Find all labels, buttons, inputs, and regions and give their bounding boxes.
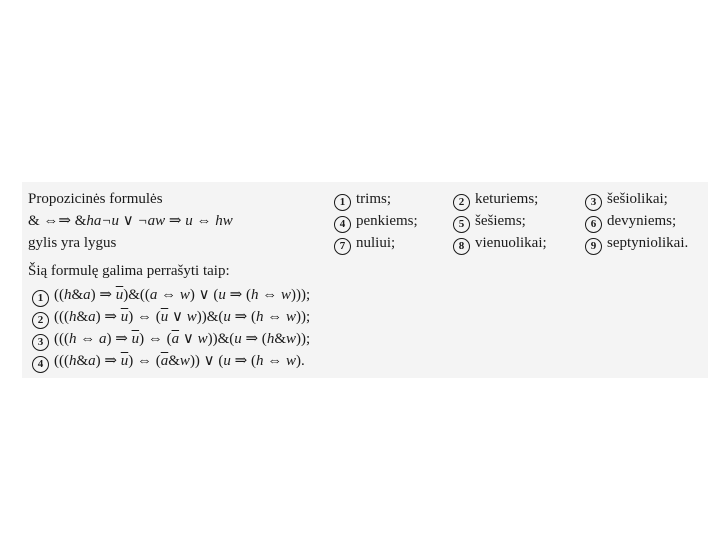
option-8[interactable] <box>453 234 547 255</box>
rewrite-number: 4 <box>32 356 49 373</box>
fp: a <box>99 331 107 347</box>
formula-2 <box>54 309 310 325</box>
main-formula-and: & <box>28 213 40 229</box>
option-number: 4 <box>334 216 351 233</box>
main-formula-term-4: hw <box>215 213 233 229</box>
fp: w <box>197 331 208 347</box>
fp: )); <box>296 309 311 325</box>
fp: w <box>285 309 296 325</box>
fp: ((( <box>54 309 69 325</box>
fp: $\overline{u}$ <box>131 331 140 347</box>
fp: ((( <box>54 331 69 347</box>
fp: h <box>255 309 264 325</box>
fp: ) ⇒ <box>90 287 116 303</box>
fp: ⇒ ( <box>225 287 251 303</box>
option-label: šešiolikai; <box>607 191 668 207</box>
fp: ⇔ <box>76 331 99 347</box>
fp: ) ⇔ ( <box>128 353 161 369</box>
option-9[interactable] <box>585 234 688 255</box>
main-formula <box>28 212 233 230</box>
fp: $\overline{u}$ <box>160 309 169 325</box>
option-3[interactable] <box>585 190 668 211</box>
fp: h <box>64 287 72 303</box>
option-label: šešiems; <box>475 213 526 229</box>
option-number: 2 <box>453 194 470 211</box>
fp: h <box>250 287 259 303</box>
fp: ⇔ <box>263 353 286 369</box>
option-1[interactable] <box>334 190 391 211</box>
fp: $\overline{a}$ <box>171 331 180 347</box>
option-number: 9 <box>585 238 602 255</box>
fp: ))&( <box>207 331 235 347</box>
option-label: septyniolikai. <box>607 235 689 251</box>
option-number: 6 <box>585 216 602 233</box>
fp: h <box>69 309 77 325</box>
fp: )&(( <box>123 287 150 303</box>
fp: w <box>179 287 190 303</box>
main-formula-iff: ⇔ <box>196 213 212 229</box>
fp: a <box>88 353 96 369</box>
fp: ⇔ <box>157 287 180 303</box>
option-label: trims; <box>356 191 392 207</box>
option-number: 5 <box>453 216 470 233</box>
fp: ) ⇒ <box>95 353 121 369</box>
option-label: penkiems; <box>356 213 418 229</box>
fp: ) ⇔ ( <box>139 331 172 347</box>
prompt-line-3: gylis yra lygus <box>28 235 117 251</box>
formula-3 <box>54 331 310 347</box>
question-panel <box>22 182 708 378</box>
rewrite-number: 1 <box>32 290 49 307</box>
main-formula-and-2: & <box>74 213 87 229</box>
fp: & <box>274 331 286 347</box>
fp: & <box>76 309 89 325</box>
option-number: 8 <box>453 238 470 255</box>
option-5[interactable] <box>453 212 526 233</box>
fp: h <box>69 331 77 347</box>
fp: w <box>285 353 296 369</box>
fp: ∨ <box>179 331 198 347</box>
fp: u <box>223 309 231 325</box>
fp: (( <box>54 287 64 303</box>
fp: h <box>69 353 77 369</box>
fp: h <box>266 331 275 347</box>
option-label: devyniems; <box>607 213 677 229</box>
fp: ))&( <box>196 309 224 325</box>
option-label: nuliui; <box>356 235 396 251</box>
fp: ) ⇒ <box>106 331 132 347</box>
fp: a <box>83 287 91 303</box>
option-label: vienuolikai; <box>475 235 547 251</box>
fp: & <box>71 287 84 303</box>
main-formula-term-3: u <box>185 213 193 229</box>
fp: $\overline{u}$ <box>115 287 124 303</box>
fp: ). <box>296 353 305 369</box>
option-2[interactable] <box>453 190 538 211</box>
fp: & <box>76 353 89 369</box>
option-7[interactable] <box>334 234 395 255</box>
fp: u <box>223 353 231 369</box>
fp: ))); <box>291 287 311 303</box>
rewrite-item-1[interactable] <box>32 286 310 307</box>
fp: )); <box>296 331 311 347</box>
fp: w <box>280 287 291 303</box>
fp: w <box>285 331 296 347</box>
fp: ((( <box>54 353 69 369</box>
fp: w <box>186 309 197 325</box>
fp: $\overline{u}$ <box>120 353 129 369</box>
rewrite-intro: Šią formulę galima perrašyti taip: <box>28 263 230 279</box>
option-4[interactable] <box>334 212 418 233</box>
fp: & <box>168 353 180 369</box>
fp: ) ∨ ( <box>189 287 219 303</box>
fp: u <box>234 331 242 347</box>
formula-1 <box>54 287 310 303</box>
fp: h <box>255 353 264 369</box>
fp: ) ⇔ ( <box>128 309 161 325</box>
main-formula-term-2: ¬aw <box>137 213 166 229</box>
fp: ⇔ <box>263 309 286 325</box>
main-formula-term-1: ha¬u <box>86 213 120 229</box>
fp: a <box>88 309 96 325</box>
option-number: 1 <box>334 194 351 211</box>
fp: ∨ <box>168 309 187 325</box>
rewrite-number: 2 <box>32 312 49 329</box>
fp: ⇔ <box>258 287 281 303</box>
main-formula-implies: ⇒ <box>168 213 182 229</box>
rewrite-number: 3 <box>32 334 49 351</box>
fp: a <box>149 287 158 303</box>
fp: $\overline{u}$ <box>120 309 129 325</box>
fp: ) ⇒ <box>95 309 121 325</box>
option-label: keturiems; <box>475 191 539 207</box>
main-formula-ops: ⇔⇒ <box>43 213 71 229</box>
fp: ⇒ ( <box>230 353 256 369</box>
fp: )) ∨ ( <box>189 353 224 369</box>
fp: ⇒ ( <box>230 309 256 325</box>
option-number: 3 <box>585 194 602 211</box>
fp: $\overline{a}$ <box>160 353 169 369</box>
rewrite-item-4[interactable] <box>32 352 305 373</box>
fp: ⇒ ( <box>241 331 267 347</box>
option-6[interactable] <box>585 212 676 233</box>
formula-4 <box>54 353 305 369</box>
rewrite-item-3[interactable] <box>32 330 310 351</box>
main-formula-or: ∨ <box>122 213 134 229</box>
fp: w <box>179 353 190 369</box>
option-number: 7 <box>334 238 351 255</box>
rewrite-item-2[interactable] <box>32 308 310 329</box>
fp: u <box>218 287 226 303</box>
prompt-line-1: Propozicinės formulės <box>28 191 163 207</box>
